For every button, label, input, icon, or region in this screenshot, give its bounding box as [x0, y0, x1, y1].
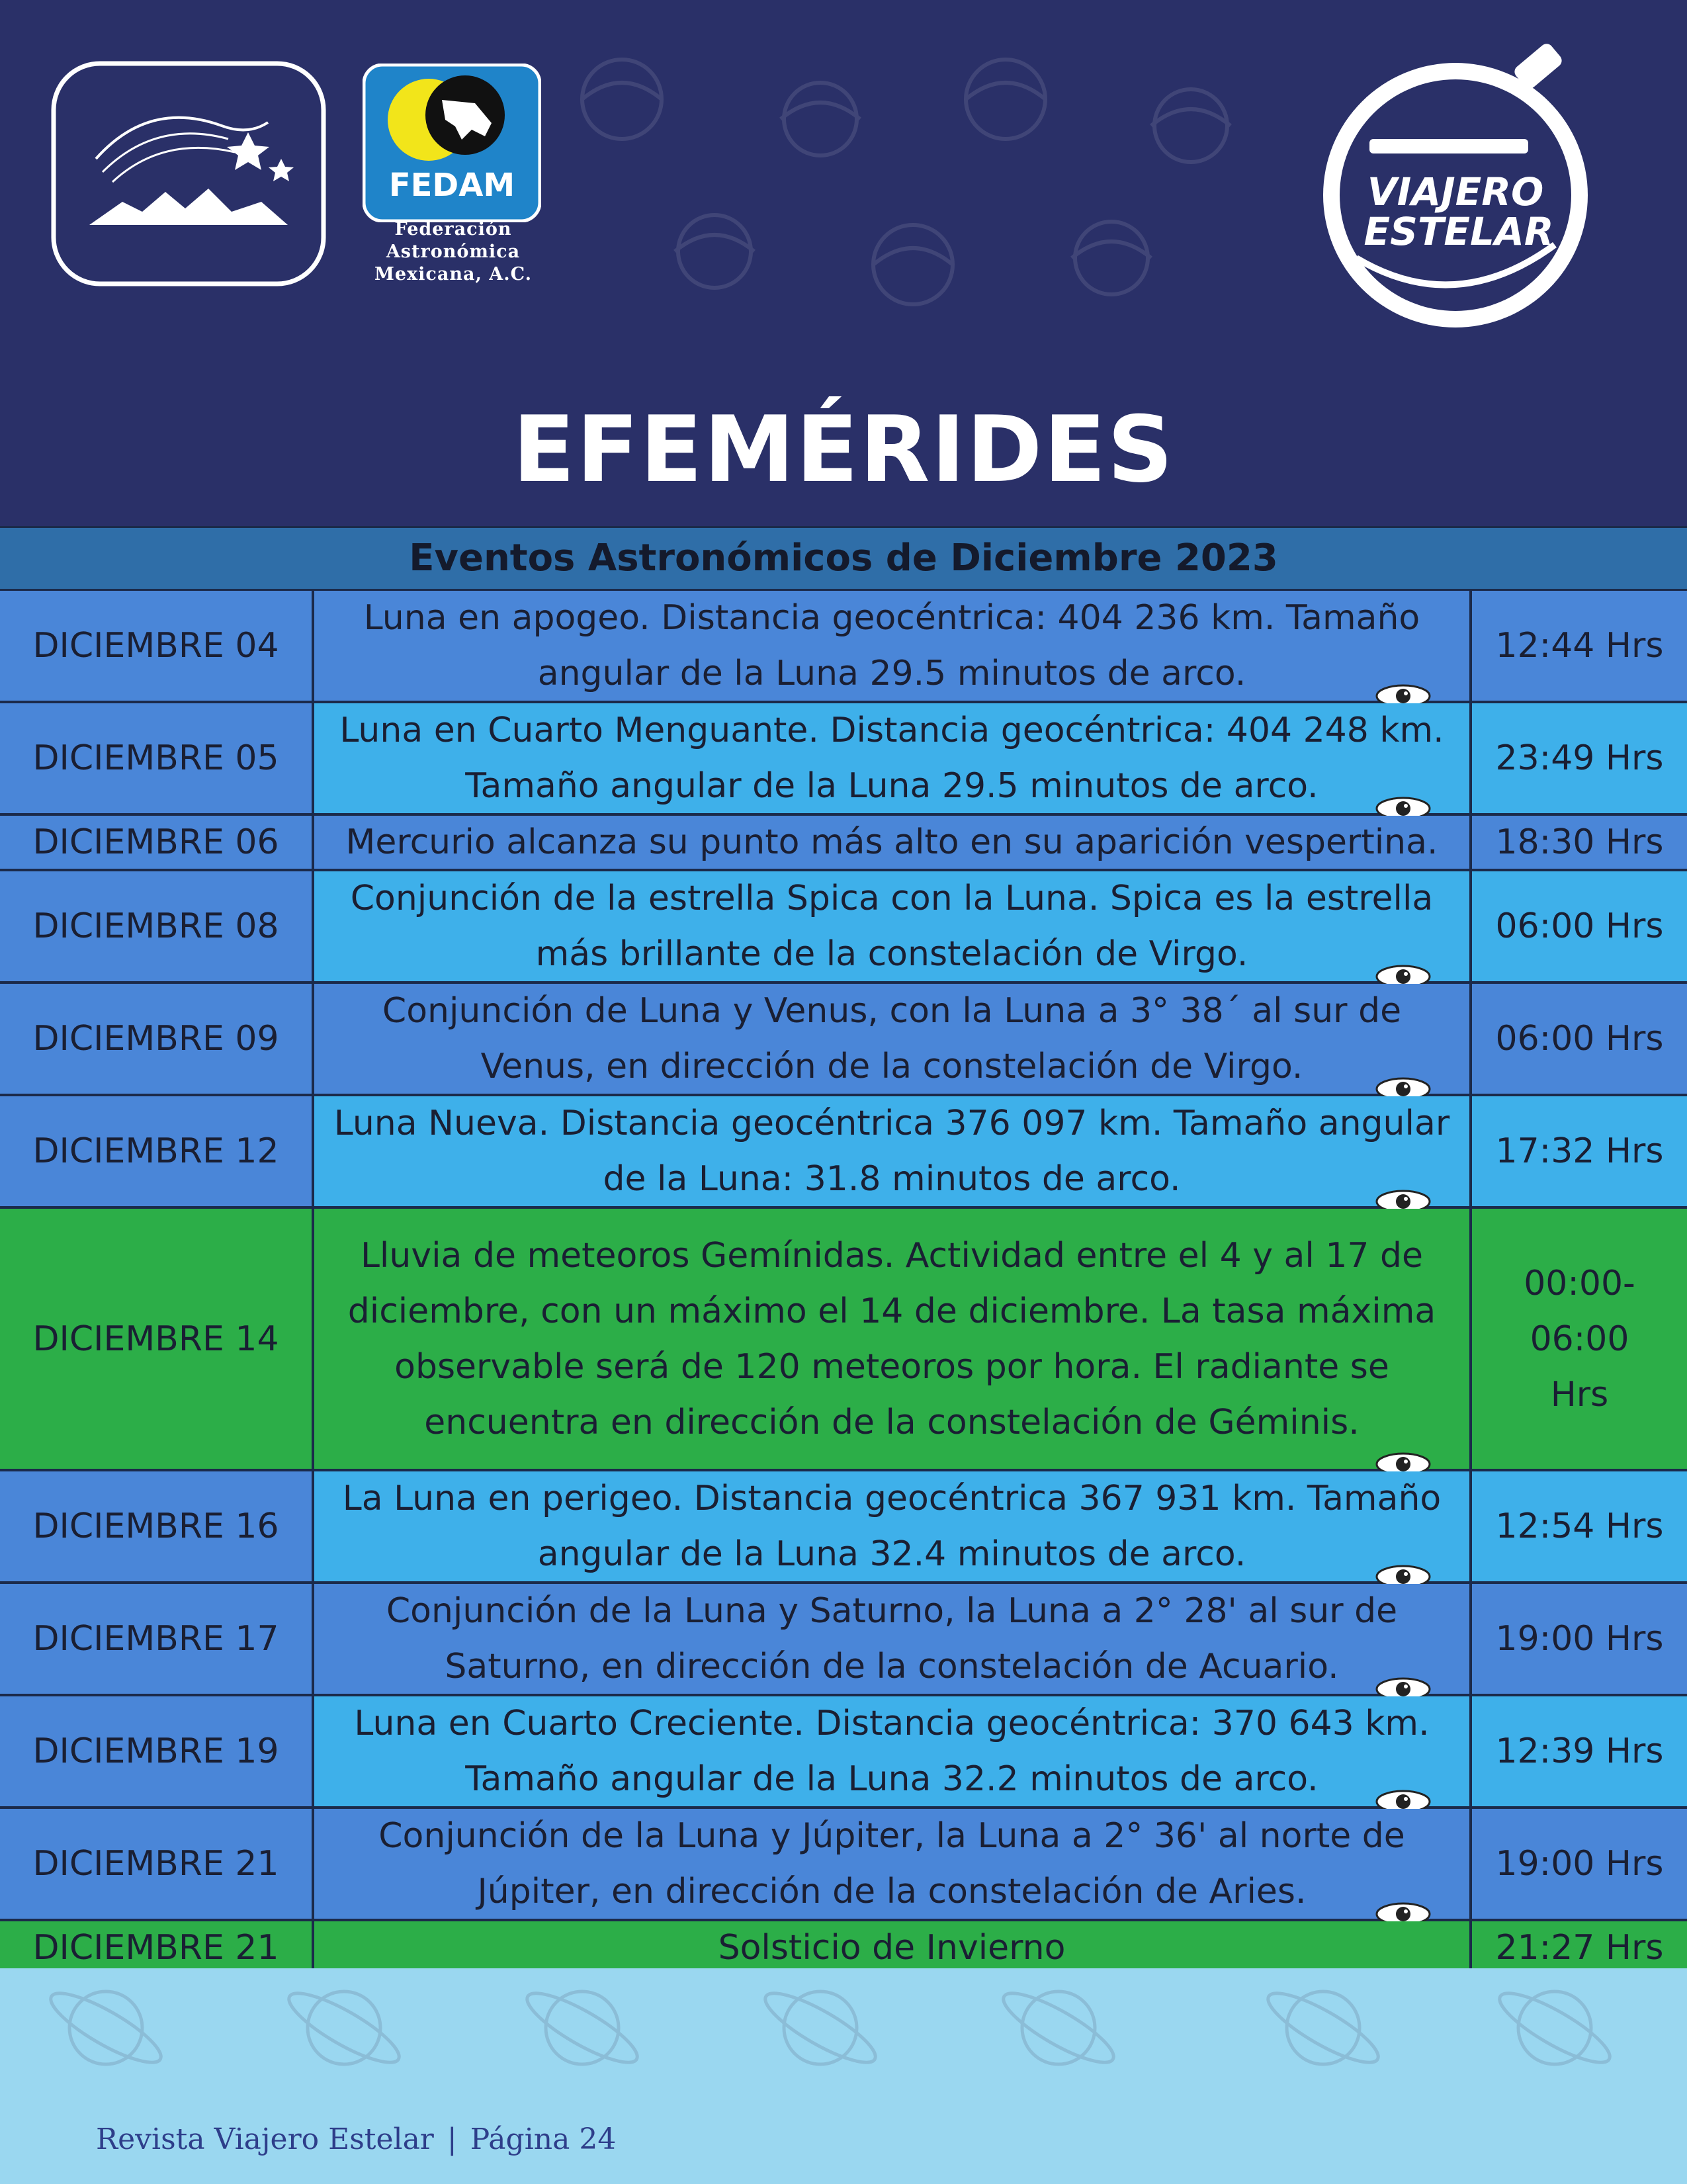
fedam-caption-line: Federación [394, 219, 512, 240]
event-time-text: 00:00-06:00 Hrs [1524, 1263, 1635, 1415]
table-row [0, 984, 1687, 1096]
fedam-logo-text: FEDAM [388, 167, 515, 204]
event-time: 21:27 Hrs [1495, 1928, 1664, 1968]
eye-icon [1373, 1776, 1433, 1802]
eye-icon [1373, 1888, 1433, 1915]
event-time: 06:00 Hrs [1495, 906, 1664, 946]
event-time: 19:00 Hrs [1495, 1844, 1664, 1884]
magazine-name: Revista Viajero Estelar [96, 2122, 434, 2156]
event-time: 12:44 Hrs [1495, 626, 1664, 666]
planet-icon [754, 1975, 887, 2081]
fedam-caption-line: Mexicana, A.C. [374, 264, 533, 284]
event-time: 19:00 Hrs [1495, 1619, 1664, 1659]
page-title: EFEMÉRIDES [512, 396, 1175, 503]
event-time: 18:30 Hrs [1495, 822, 1664, 862]
event-description-text: Conjunción de la Luna y Saturno, la Luna a 2° 28' al sur de Saturno, en dirección de la constelación de Acuario. [386, 1591, 1398, 1686]
planet-icon [278, 1975, 410, 2081]
event-date: DICIEMBRE 05 [0, 703, 314, 813]
avt-logo [50, 60, 327, 288]
eye-icon [1373, 951, 1433, 977]
event-description [314, 1209, 1472, 1469]
event-description-text: Solsticio de Invierno [718, 1928, 1066, 1968]
footer-separator: | [447, 2122, 457, 2156]
event-description [314, 1809, 1472, 1919]
table-row [0, 591, 1687, 703]
event-description-text: Luna en apogeo. Distancia geocéntrica: 404 236 km. Tamaño angular de la Luna 29.5 minutos de arco. [363, 598, 1420, 693]
event-description-text: Lluvia de meteoros Gemínidas. Actividad entre el 4 y al 17 de diciembre, con un máximo el 14 de diciembre. La tasa máxima observable será de 120 meteoros por hora. El radiante se encuentra en dirección de la constelación de Géminis. [347, 1235, 1436, 1442]
event-description [314, 1584, 1472, 1694]
table-row [0, 1584, 1687, 1696]
event-description-text: Conjunción de la estrella Spica con la Luna. Spica es la estrella más brillante de la constelación de Virgo. [350, 879, 1434, 974]
event-description [314, 1921, 1472, 1974]
viajero-estelar-logo [1317, 40, 1608, 337]
event-time: 23:49 Hrs [1495, 738, 1664, 778]
event-time: 06:00 Hrs [1495, 1019, 1664, 1059]
fedam-caption-line: Astronómica [386, 241, 521, 262]
page-number: Página 24 [470, 2122, 617, 2156]
event-description-text: Conjunción de la Luna y Júpiter, la Luna a 2° 36' al norte de Júpiter, en dirección de la constelación de Aries. [378, 1816, 1405, 1911]
table-row [0, 1096, 1687, 1209]
event-date: DICIEMBRE 21 [0, 1921, 314, 1974]
event-description [314, 703, 1472, 813]
event-date: DICIEMBRE 14 [0, 1209, 314, 1469]
event-description-text: Conjunción de Luna y Venus, con la Luna a 3° 38´ al sur de Venus, en dirección de la constelación de Virgo. [382, 991, 1402, 1086]
event-description [314, 816, 1472, 869]
eye-icon [1373, 670, 1433, 697]
event-description [314, 984, 1472, 1094]
event-date: DICIEMBRE 21 [0, 1809, 314, 1919]
event-description-text: Luna en Cuarto Menguante. Distancia geocéntrica: 404 248 km. Tamaño angular de la Luna 29.5 minutos de arco. [339, 711, 1444, 806]
eye-icon [1373, 1551, 1433, 1577]
table-row [0, 1809, 1687, 1921]
ve-logo-text: VIAJERO [1367, 169, 1544, 214]
table-title: Eventos Astronómicos de Diciembre 2023 [0, 526, 1687, 591]
events-table [0, 526, 1687, 1977]
eye-icon [1373, 783, 1433, 809]
event-date: DICIEMBRE 17 [0, 1584, 314, 1694]
page-header [0, 0, 1687, 526]
eye-icon [1373, 1438, 1433, 1465]
event-description [314, 1696, 1472, 1806]
eye-icon [1373, 1176, 1433, 1202]
event-date: DICIEMBRE 06 [0, 816, 314, 869]
planet-icon [1489, 1975, 1621, 2081]
eye-icon [1373, 1063, 1433, 1090]
event-date: DICIEMBRE 12 [0, 1096, 314, 1206]
event-description-text: La Luna en perigeo. Distancia geocéntrica 367 931 km. Tamaño angular de la Luna 32.4 minutos de arco. [342, 1479, 1442, 1574]
planet-icon [40, 1975, 172, 2081]
event-description-text: Luna Nueva. Distancia geocéntrica 376 097 km. Tamaño angular de la Luna: 31.8 minutos de arco. [333, 1104, 1450, 1199]
fedam-logo [363, 64, 541, 222]
event-time: 12:39 Hrs [1495, 1731, 1664, 1771]
event-date: DICIEMBRE 04 [0, 591, 314, 701]
eye-icon [1373, 1663, 1433, 1690]
table-row [0, 1209, 1687, 1471]
event-description-text: Luna en Cuarto Creciente. Distancia geocéntrica: 370 643 km. Tamaño angular de la Luna 32.2 minutos de arco. [354, 1704, 1430, 1799]
planet-icon [1257, 1975, 1389, 2081]
event-time [1472, 1209, 1687, 1469]
background-pattern [542, 40, 1336, 318]
table-row [0, 816, 1687, 871]
event-date: DICIEMBRE 19 [0, 1696, 314, 1806]
planet-icon [516, 1975, 648, 2081]
event-date: DICIEMBRE 09 [0, 984, 314, 1094]
fedam-caption [344, 218, 562, 286]
event-date: DICIEMBRE 16 [0, 1471, 314, 1581]
page-footer [96, 2122, 616, 2156]
table-row [0, 1696, 1687, 1809]
event-description [314, 1096, 1472, 1206]
table-row [0, 871, 1687, 984]
ve-logo-text: ESTELAR [1363, 209, 1554, 254]
event-description [314, 871, 1472, 981]
table-row [0, 1471, 1687, 1584]
planet-icon [992, 1975, 1125, 2081]
event-description [314, 591, 1472, 701]
event-time: 17:32 Hrs [1495, 1131, 1664, 1171]
event-time: 12:54 Hrs [1495, 1507, 1664, 1546]
table-row [0, 703, 1687, 816]
event-description [314, 1471, 1472, 1581]
event-date: DICIEMBRE 08 [0, 871, 314, 981]
event-description-text: Mercurio alcanza su punto más alto en su aparición vespertina. [345, 822, 1438, 862]
